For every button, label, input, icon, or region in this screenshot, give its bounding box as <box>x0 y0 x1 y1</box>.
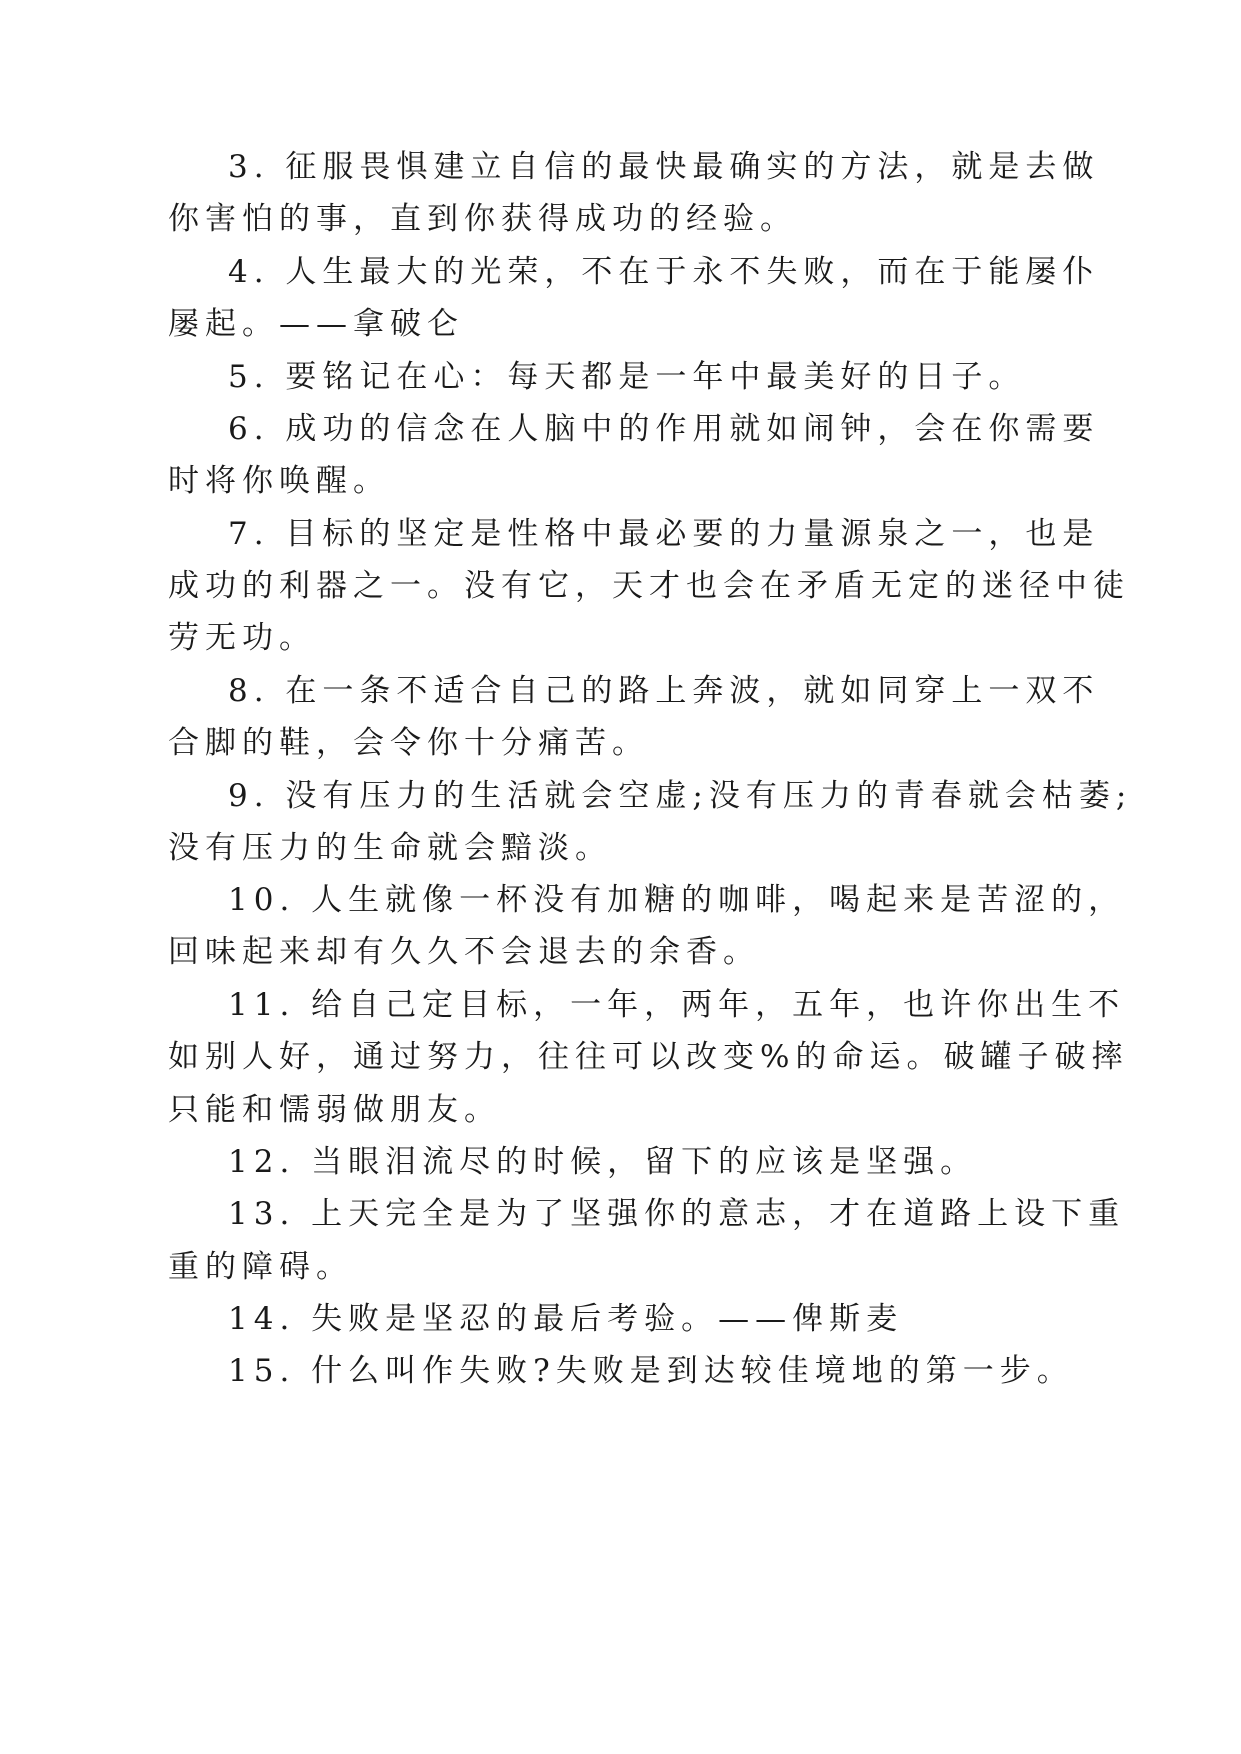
text-line <box>0 452 1241 510</box>
text-line <box>0 1342 1241 1400</box>
line-text: 劳无功。 <box>168 620 316 656</box>
text-line <box>0 190 1241 248</box>
line-text: 屡起。——拿破仑 <box>168 306 464 342</box>
line-text: 没有压力的生命就会黯淡。 <box>168 830 612 866</box>
line-text: 9. 没有压力的生活就会空虚;没有压力的青春就会枯萎; <box>228 778 1133 814</box>
text-line <box>0 1028 1241 1086</box>
line-text: 你害怕的事，直到你获得成功的经验。 <box>168 201 797 237</box>
line-text: 成功的利器之一。没有它，天才也会在矛盾无定的迷径中徒 <box>168 568 1130 604</box>
line-text: 5. 要铭记在心：每天都是一年中最美好的日子。 <box>228 359 1026 395</box>
line-text: 6. 成功的信念在人脑中的作用就如闹钟，会在你需要 <box>228 411 1100 447</box>
text-line <box>0 1238 1241 1296</box>
line-text: 8. 在一条不适合自己的路上奔波，就如同穿上一双不 <box>228 673 1100 709</box>
line-text: 只能和懦弱做朋友。 <box>168 1092 501 1128</box>
line-text: 合脚的鞋，会令你十分痛苦。 <box>168 725 649 761</box>
text-line <box>0 1133 1241 1191</box>
line-text: 11. 给自己定目标，一年，两年，五年，也许你出生不 <box>228 987 1126 1023</box>
text-line <box>0 609 1241 667</box>
line-text: 12. 当眼泪流尽的时候，留下的应该是坚强。 <box>228 1144 978 1180</box>
line-text: 3. 征服畏惧建立自信的最快最确实的方法，就是去做 <box>228 149 1100 185</box>
text-line <box>0 505 1241 563</box>
text-line <box>0 923 1241 981</box>
text-line <box>0 348 1241 406</box>
line-text: 10. 人生就像一杯没有加糖的咖啡，喝起来是苦涩的， <box>228 882 1126 918</box>
line-text: 回味起来却有久久不会退去的余香。 <box>168 934 760 970</box>
line-text: 14. 失败是坚忍的最后考验。——俾斯麦 <box>228 1301 904 1337</box>
text-line <box>0 138 1241 196</box>
text-line <box>0 1290 1241 1348</box>
text-line <box>0 295 1241 353</box>
text-line <box>0 243 1241 301</box>
text-line <box>0 767 1241 825</box>
line-text: 时将你唤醒。 <box>168 463 390 499</box>
text-line <box>0 714 1241 772</box>
text-line <box>0 557 1241 615</box>
line-text: 重的障碍。 <box>168 1249 353 1285</box>
line-text: 4. 人生最大的光荣，不在于永不失败，而在于能屡仆 <box>228 254 1100 290</box>
text-line <box>0 871 1241 929</box>
text-line <box>0 819 1241 877</box>
text-line <box>0 976 1241 1034</box>
text-line <box>0 662 1241 720</box>
text-line <box>0 400 1241 458</box>
line-text: 7. 目标的坚定是性格中最必要的力量源泉之一，也是 <box>228 516 1100 552</box>
text-line <box>0 1081 1241 1139</box>
line-text: 13. 上天完全是为了坚强你的意志，才在道路上设下重 <box>228 1196 1126 1232</box>
line-text: 15. 什么叫作失败?失败是到达较佳境地的第一步。 <box>228 1353 1074 1389</box>
line-text: 如别人好，通过努力，往往可以改变%的命运。破罐子破摔 <box>168 1039 1129 1075</box>
text-line <box>0 1185 1241 1243</box>
